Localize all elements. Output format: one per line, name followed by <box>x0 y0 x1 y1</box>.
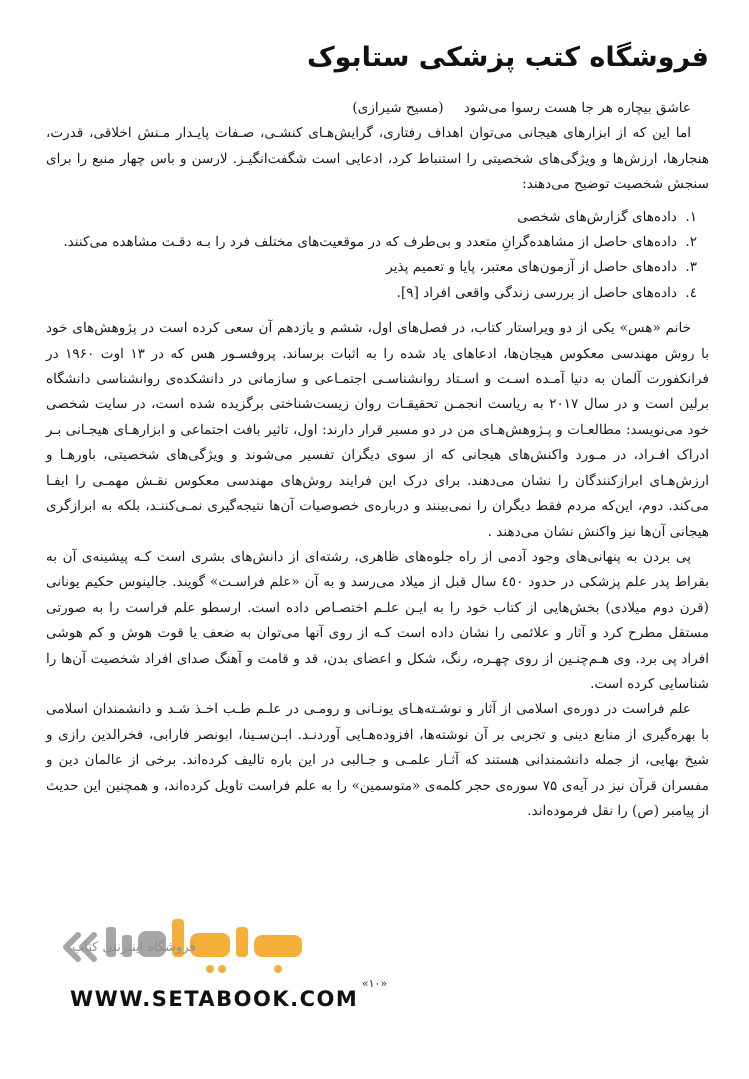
website-url: WWW.SETABOOK.COM <box>70 987 359 1011</box>
list-number: ٤. <box>685 284 697 301</box>
paragraph-islamic: علم فراست در دوره‌ی اسلامی از آثار و نوشـته‌هـای یونـانی و رومـی در علـم طـب اخـذ شـد و دانشمندان اسلامی با بهره‌گیری از منابع دینی و تجربی بر آن نوشته‌ها، افزوده‌هـایی آوردنـد. ابـن‌سـینا، ابونصر فارابی، فخرالدین رازی و شیخ بهایی، از جمله دانشمندانی هستند که آثـار علمـی و جـالبی در این باره تالیف کرده‌اند. برخی از عالمان دین و مفسران قرآن نیز در آیه‌ی ۷۵ سوره‌ی حجر کلمه‌ی «متوسمین» را به علم فراست تاویل کرده‌اند، و همچنین این حدیث از پیامبر (ص) را نقل فرموده‌اند. <box>46 701 709 819</box>
body-text <box>46 96 709 824</box>
list-text: داده‌های حاصل از آزمون‌های معتبر، پایا و تعمیم پذیر <box>386 259 677 276</box>
list-text: داده‌های حاصل از بررسی زندگی واقعی افراد [۹]. <box>396 284 677 301</box>
paragraph-physiognomy: پی بردن به پنهانی‌های وجود آدمی از راه جلوه‌های ظاهری، رشته‌ای از دانش‌های بشری است کـه پیشینه‌ی آن به بقراط پدر علم پزشکی در حدود ٤٥٠ سال قبل از میلاد می‌رسد و به آن «علم فراسـت» گویند. جالینوس حکیم یونانی (قرن دوم میلادی) بخش‌هایی از کتاب خود را به ایـن علـم اختصـاص داده است. ارسطو علم فراست را به صورتی مستقل مطرح کرد و آثار و علائمی را نشان داده است کـه از روی آنها می‌توان به ضعف یا قوت هوش و کم هوشی افراد پی برد. وی هـم‌چنـین از روی چهـره، رنگ، شکل و اعضای بدن، قد و قامت و آهنگ صدای افراد شخصیت آن‌ها را شناسایی کرده است. <box>46 548 709 692</box>
paragraph-hess: خانم «هس» یکی از دو ویراستار کتاب، در فصل‌های اول، ششم و یازدهم آن سعی کرده است در پژوهش‌های خود با روش مهندسی معکوس هیجان‌ها، ادعاهای یاد شده را به اثبات برساند. پروفسـور هس که در ۱۳ اوت ۱۹۶۰ در فرانکفورت آلمان به دنیا آمـده اسـت و اسـتاد روانشناسـی اجتمـاعی و سازمانی در دانشکده‌ی روانشناسی دانشگاه برلین است و در سال ۲۰۱۷ به ریاست انجمـن تحقیقـات روان زیست‌شناختی برگزیده شده است، در سایت شخصی خود می‌نویسد: مطالعـات و پـژوهش‌هـای من در دو مسیر قرار دارند: اول، تاثیر بافت اجتماعی و ابزارهـای هیجـانی بـر ادراک افـراد، در مـورد واکنش‌های هیجانی که از سوی دیگران تفسیر می‌شوند و ویژگی‌های شخصیتی، باورهـا و ارزش‌هـای ابرازکنندگان را نشان می‌دهند. برای درک این فرایند روش‌های مهندسی معکوس نقـش مهمـی را ایفـا می‌کند. دوم، این‌که مردم فقط دیگران را نمی‌بینند و درباره‌ی خصوصیات آن‌ها نتیجه‌گیری نمـی‌کننـد، بلکه به ابرازگری هیجانی آن‌ها نیز واکنش نشان می‌دهند . <box>46 320 710 540</box>
store-title: فروشگاه کتب پزشکی ستابوک <box>306 42 709 73</box>
verse-text: عاشق بیچاره هر جا هست رسوا می‌شود <box>463 100 691 116</box>
list-number: ۱. <box>685 208 697 225</box>
list-item <box>46 281 709 306</box>
list-item <box>46 255 709 280</box>
list-text: داده‌های حاصل از مشاهده‌گرانِ متعدد و بی‌طرف که در موقعیت‌های مختلف فرد را بـه دقـت مشاهده می‌کنند. <box>63 234 677 251</box>
intro-paragraph: اما این که از ابزارهای هیجانی می‌توان اهداف رفتاری، گرایش‌هـای کنشـی، صـفات پایـدار مـنش اخلاقی، قدرت، هنجارها، ارزش‌ها و ویژگی‌های شخصیتی را استنباط کرد، ادعایی است شگفت‌انگیـز. لارسن و باس چهار منبع را برای سنجش شخصیت توضیح می‌دهند: <box>46 125 709 193</box>
list-item <box>46 230 709 255</box>
verse-line <box>46 96 709 121</box>
poet-name: (مسیح شیرازی) <box>352 100 444 116</box>
list-text: داده‌های گزارش‌های شخصی <box>517 208 677 225</box>
list-number: ۳. <box>685 259 697 276</box>
list-item <box>46 205 709 230</box>
list-number: ۲. <box>685 234 697 251</box>
watermark-text: فروشگاه اینترنتی کتاب <box>72 940 196 955</box>
page-number: «۱۰» <box>361 977 388 990</box>
sources-list <box>46 205 709 307</box>
